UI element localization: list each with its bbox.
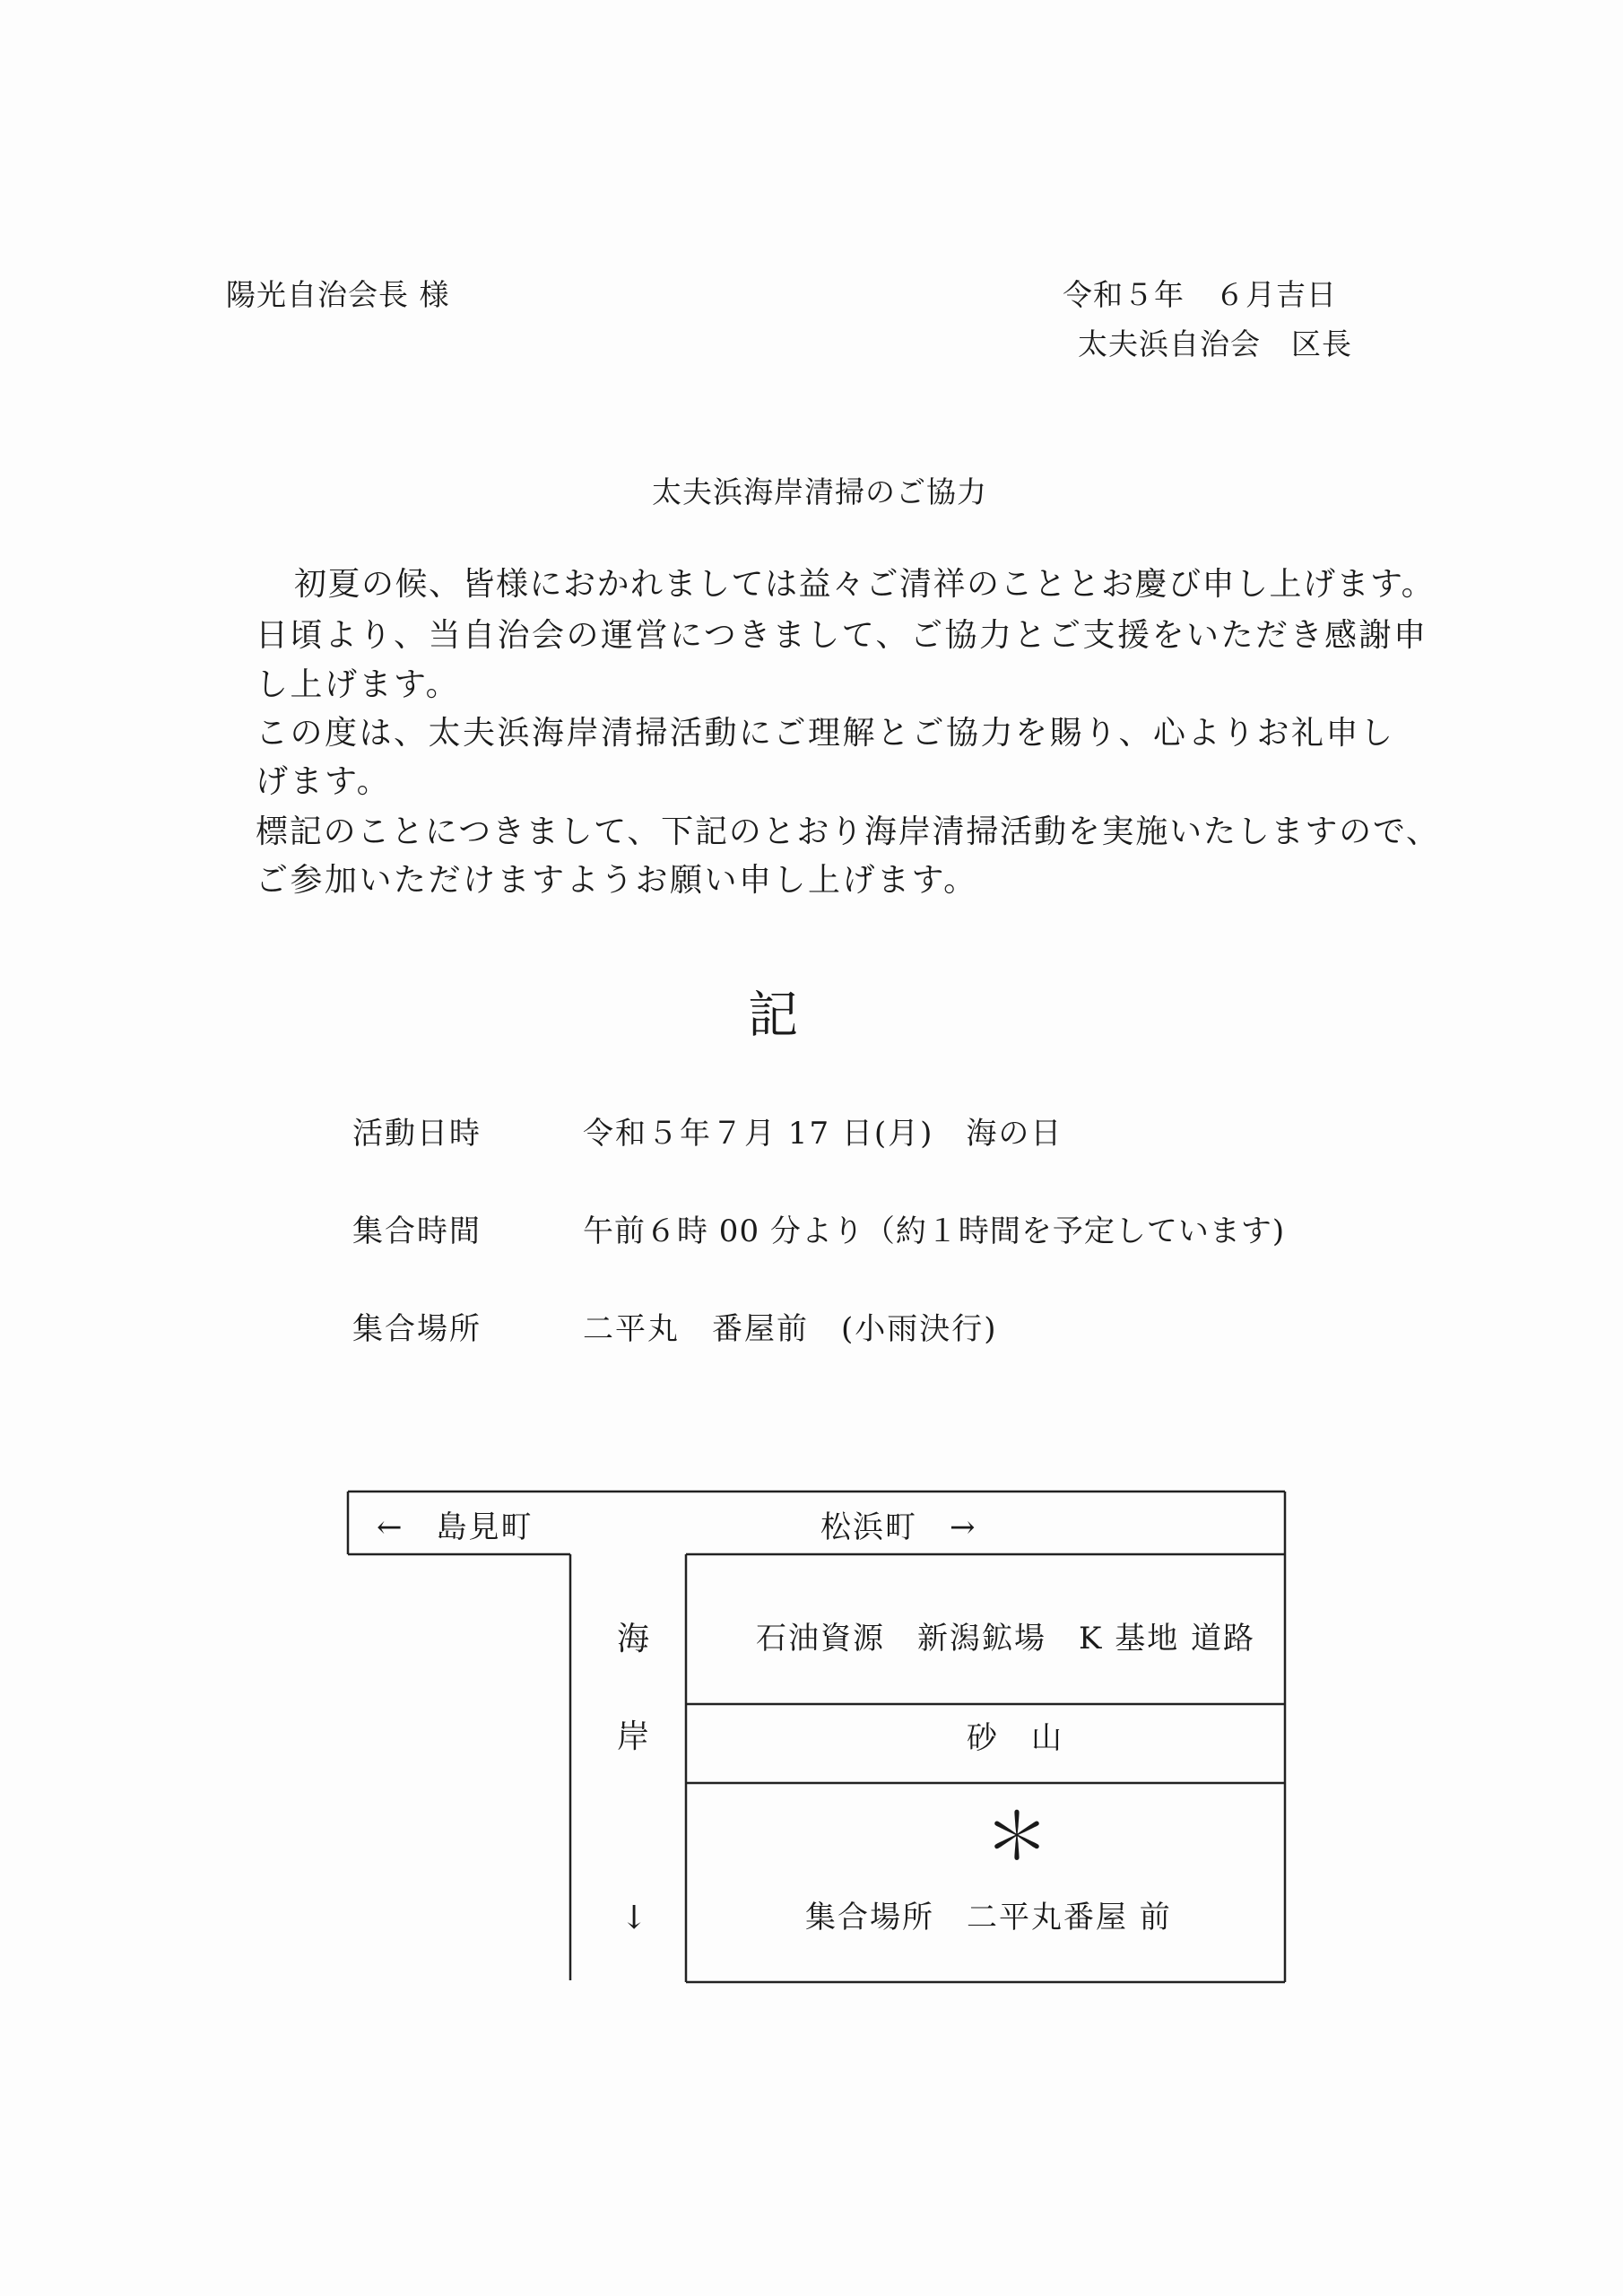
detail-value-gathering-time: 午前６時 00 分より（約１時間を予定しています) <box>583 1213 1286 1249</box>
body-line: 標記のことにつきまして、下記のとおり海岸清掃活動を実施いたしますので、 <box>256 813 1440 850</box>
date: 令和５年 ６月吉日 <box>1063 277 1337 312</box>
map-marker-asterisk: ＊ <box>985 1799 1050 1874</box>
map-block-sand-hill: 砂 山 <box>967 1720 1063 1756</box>
map-road-left: ← 島見町 <box>377 1509 534 1545</box>
map-coast-char: 海 <box>617 1621 650 1657</box>
map-road-right: 松浜町 → <box>820 1509 977 1545</box>
map-block-oil-base: 石油資源 新潟鉱場 K 基地 道路 <box>756 1621 1256 1657</box>
body-line: この度は、太夫浜海岸清掃活動にご理解とご協力を賜り、心よりお礼申し <box>256 715 1395 752</box>
detail-label-gathering-place: 集合場所 <box>352 1311 482 1347</box>
detail-label-gathering-time: 集合時間 <box>352 1213 482 1249</box>
body-line: 日頃より、当自治会の運営につきまして、ご協力とご支援をいただき感謝申 <box>256 617 1428 654</box>
detail-value-gathering-place: 二平丸 番屋前 (小雨決行) <box>583 1311 998 1347</box>
document-title: 太夫浜海岸清掃のご協力 <box>652 474 987 509</box>
body-line: し上げます。 <box>256 666 461 703</box>
map-block-gathering-place: 集合場所 二平丸番屋 前 <box>805 1900 1172 1935</box>
body-line: 初夏の候、皆様におかれましては益々ご清祥のこととお慶び申し上げます。 <box>294 566 1436 603</box>
detail-label-datetime: 活動日時 <box>352 1116 482 1152</box>
ki-heading: 記 <box>748 987 798 1045</box>
map-coast-char: 岸 <box>617 1718 650 1755</box>
detail-value-datetime: 令和５年７月 17 日(月) 海の日 <box>583 1116 1063 1152</box>
sender: 太夫浜自治会 区長 <box>1078 326 1352 361</box>
body-line: ご参加いただけますようお願い申し上げます。 <box>256 862 978 899</box>
map-coast-arrow: ↓ <box>621 1900 648 1936</box>
body-line: げます。 <box>256 763 392 800</box>
recipient: 陽光自治会長 様 <box>226 277 450 312</box>
